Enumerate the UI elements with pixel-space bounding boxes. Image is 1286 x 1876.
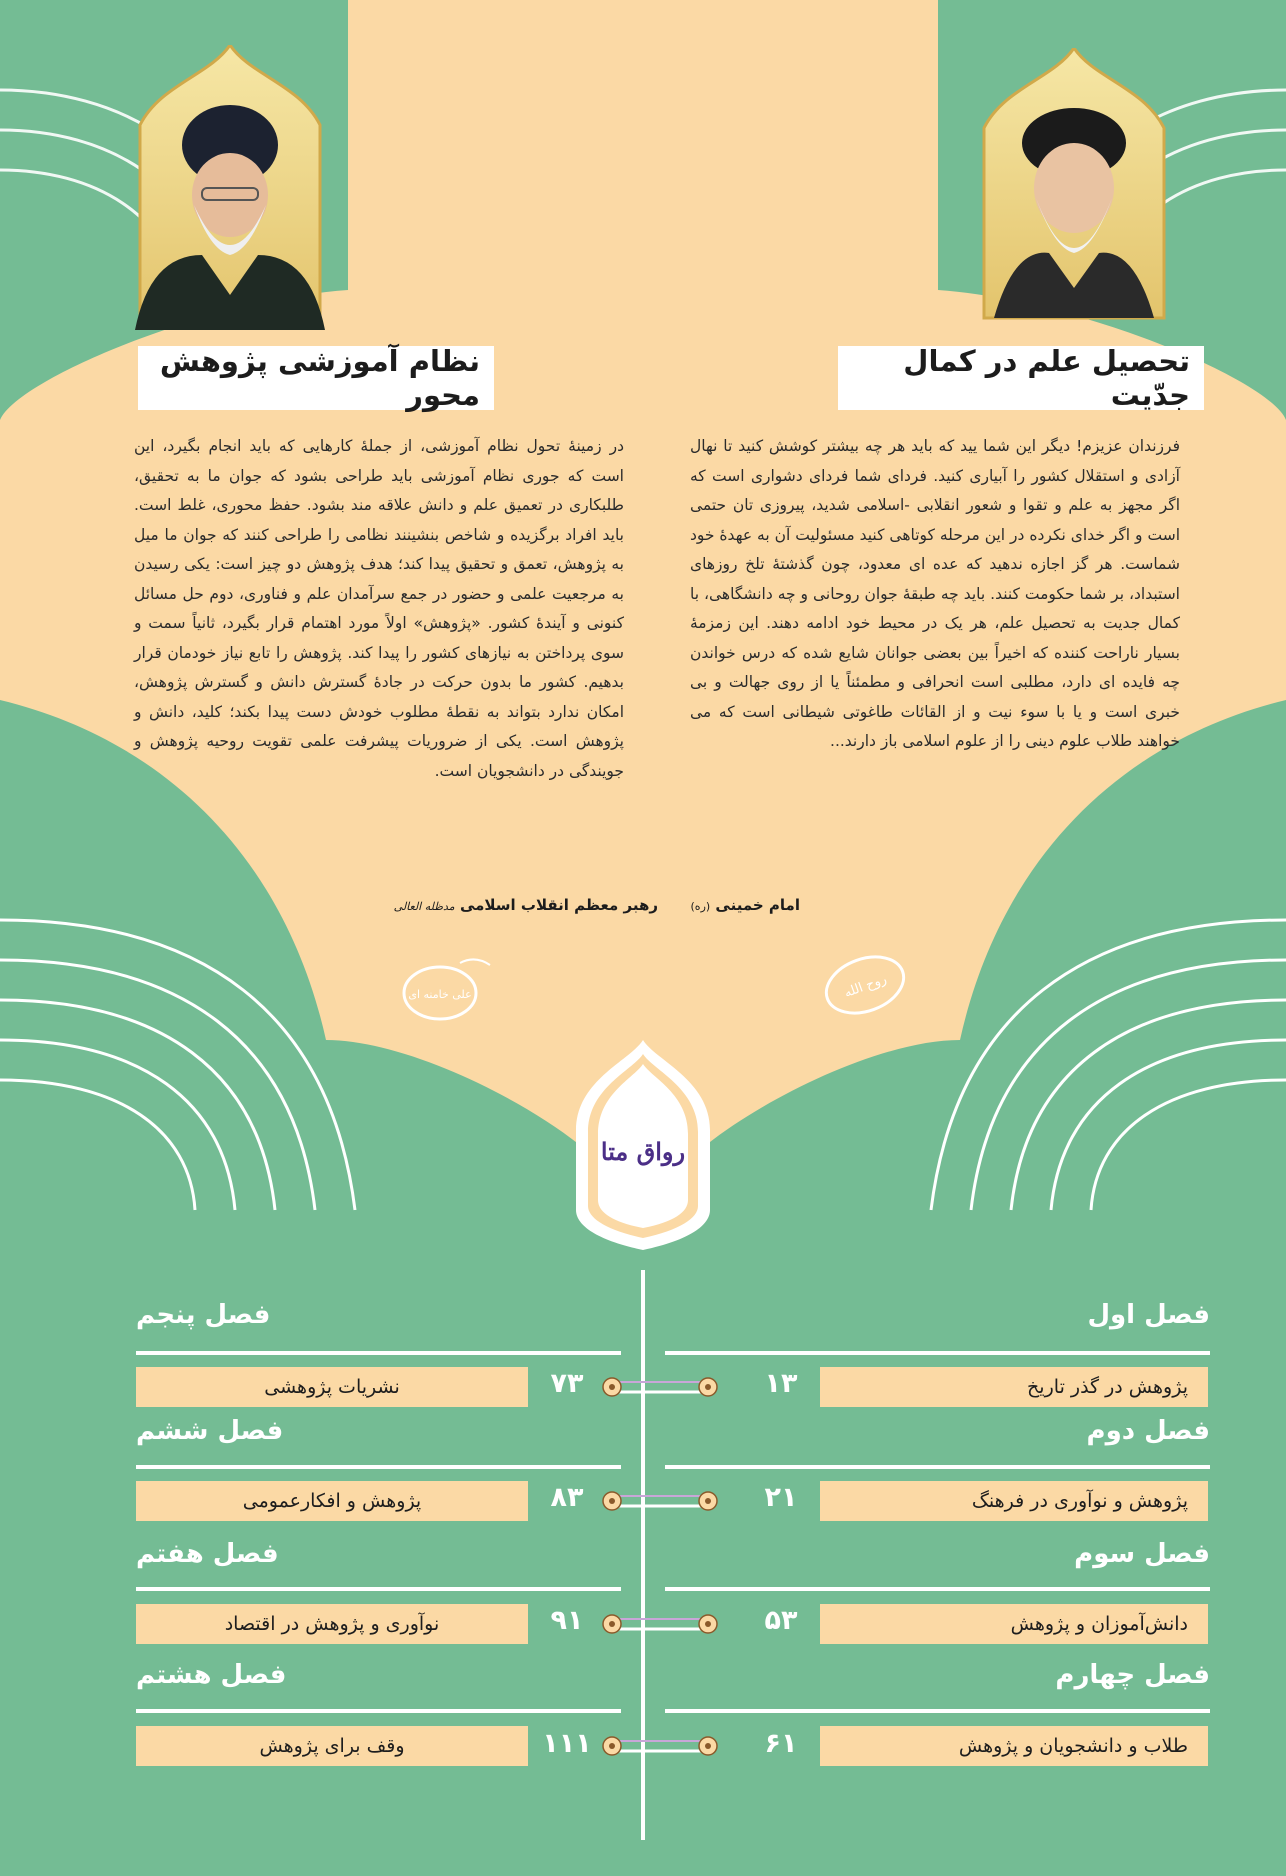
toc-section-title: فصل اول: [1087, 1300, 1210, 1330]
toc-page-number: ۷۳: [550, 1368, 584, 1399]
toc-rule: [665, 1709, 1210, 1713]
logo-text: رواق متا: [600, 1137, 686, 1166]
toc-page-number: ۹۱: [550, 1605, 584, 1636]
toc-page-number: ۲۱: [764, 1482, 798, 1513]
toc-section-title: فصل ششم: [136, 1416, 284, 1446]
toc-section-title: فصل دوم: [1086, 1416, 1210, 1446]
portrait-right: [130, 45, 330, 330]
toc-rule: [665, 1465, 1210, 1469]
toc-page-number: ۱۳: [764, 1368, 798, 1399]
toc-rule: [665, 1351, 1210, 1355]
toc-connector-ornament: [600, 1731, 720, 1761]
signature-name: امام خمینی: [715, 896, 800, 914]
left-column-signature: [691, 896, 800, 914]
toc-section-title: فصل چهارم: [1055, 1660, 1210, 1690]
toc-page-number: ۶۱: [764, 1728, 798, 1759]
toc-section-title: فصل سوم: [1074, 1539, 1210, 1569]
right-column-title: نظام آموزشی پژوهش محور: [138, 346, 494, 410]
left-column-body: فرزندان عزیزم! دیگر این شما یید که باید هر چه بیشتر کوشش کنید تا نهال آزادی و استقلال کشور را آبیاری کنید. فردای شما فردای دشواری است که اگر مجهز به علم و تقوا و شعور انقلابی -اسلامی شدید، پیروزی تان حتمی است و اگر خدای نکرده در این مرحله کوتاهی کنید مسئولیت آن به عهدهٔ خود شماست. هر گز اجازه ندهید که عده ای معدود، چون گذشتهٔ تلخ روزهای استبداد، بر شما حکومت کنند. باید چه طبقهٔ جوان روحانی و چه دانشگاهی، با کمال جدیت به تحصیل علم، هر یک در محیط خود ادامه دهند. این زمزمهٔ بسیار ناراحت کننده که اخیراً بین بعضی جوانان شایع شده که درس خواندن چه فایده ای دارد، مطلبی است انحرافی و مطمئناً یا از روی جهالت و بی خبری است و یا با سوء نیت و از القائات طاغوتی شیطانی است که می خواهند طلاب علوم دینی را از علوم اسلامی باز دارند...: [690, 437, 1180, 750]
toc-topic[interactable]: نوآوری و پژوهش در اقتصاد: [136, 1604, 528, 1644]
toc-topic[interactable]: طلاب و دانشجویان و پژوهش: [820, 1726, 1208, 1766]
toc-page-number: ۱۱۱: [542, 1728, 592, 1759]
seal-right: [390, 955, 500, 1025]
toc-topic[interactable]: پژوهش و نوآوری در فرهنگ: [820, 1481, 1208, 1521]
toc-rule: [136, 1465, 621, 1469]
right-column-body: در زمینهٔ تحول نظام آموزشی، از جملهٔ کارهایی که باید انجام بگیرد، این است که جوری نظام آموزشی باید طراحی بشود که جوان ما به تحقیق، طلبکاری در تعمیق علم و دانش علاقه مند بشود. حفظ محوری، غلط است. باید افراد برگزیده و شاخص بنشینند نظامی را طراحی کنند که جوان ما میل به پژوهش، تعمق و تحقیق پیدا کند؛ هدف پژوهش دو چیز است: یکی رسیدن به مرجعیت علمی و حضور در جمع سرآمدان علم و فناوری، دوم حل مسائل کنونی و آیندهٔ کشور. «پژوهش» اولاً مورد اهتمام قرار بگیرد، ثانیاً سمت و سوی پرداختن به نیازهای کشور را پیدا کند. پژوهش را تابع نیاز خودمان قرار بدهیم. کشور ما بدون حرکت در جادهٔ گسترش دانش و گسترش پژوهش، امکان ندارد بتواند به نقطهٔ مطلوب خودش دست پیدا بکند؛ کلید، دانش و پژوهش است. یکی از ضروریات پیشرفت علمی تقویت روحیه پژوهش و جویندگی در دانشجویان است.: [134, 437, 624, 780]
toc-connector-ornament: [600, 1372, 720, 1402]
toc-rule: [136, 1351, 621, 1355]
toc-connector-ornament: [600, 1486, 720, 1516]
toc-topic[interactable]: دانش‌آموزان و پژوهش: [820, 1604, 1208, 1644]
toc-topic[interactable]: وقف برای پژوهش: [136, 1726, 528, 1766]
toc-section-title: فصل هفتم: [136, 1539, 279, 1569]
signature-name: رهبر معظم انقلاب اسلامی: [459, 896, 658, 914]
seal-left: [810, 950, 920, 1020]
rawaq-logo: [570, 1040, 716, 1250]
toc-section-title: فصل پنجم: [136, 1300, 271, 1330]
toc-rule: [136, 1587, 621, 1591]
seal-left-text: روح الله: [842, 971, 889, 1001]
toc-topic[interactable]: نشریات پژوهشی: [136, 1367, 528, 1407]
portrait-left: [974, 48, 1174, 333]
right-column-signature: [394, 896, 658, 914]
toc-topic[interactable]: پژوهش و افکارعمومی: [136, 1481, 528, 1521]
toc-page-number: ۸۳: [550, 1482, 584, 1513]
toc-topic[interactable]: پژوهش در گذر تاریخ: [820, 1367, 1208, 1407]
toc-connector-ornament: [600, 1609, 720, 1639]
signature-mark: (ره): [690, 900, 711, 913]
signature-mark: مدظله العالی: [393, 900, 455, 913]
left-column-title: تحصیل علم در کمال جدّیت: [838, 346, 1204, 410]
toc-rule: [665, 1587, 1210, 1591]
toc-section-title: فصل هشتم: [136, 1660, 287, 1690]
seal-right-text: علی خامنه ای: [408, 988, 472, 1001]
toc-rule: [136, 1709, 621, 1713]
toc-page-number: ۵۳: [764, 1605, 798, 1636]
